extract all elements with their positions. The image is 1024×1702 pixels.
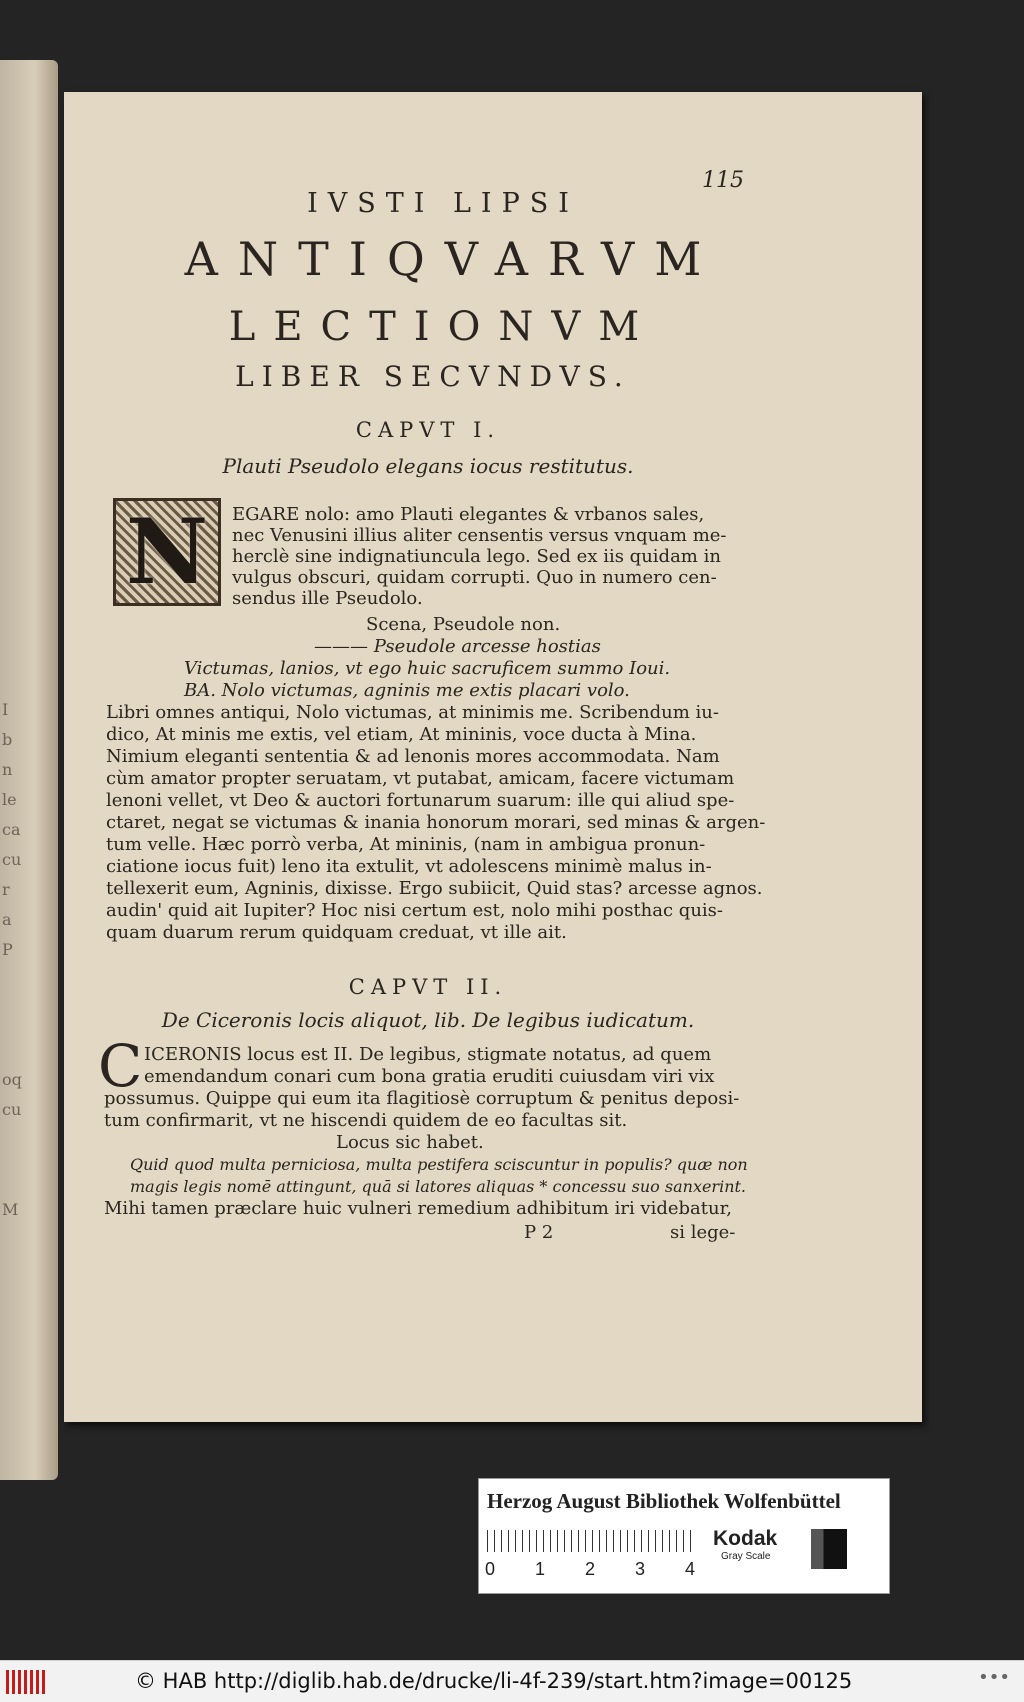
ruler-numbers bbox=[485, 1559, 695, 1580]
left-page-fragment: oq bbox=[2, 1070, 22, 1089]
decorated-initial-n bbox=[113, 498, 221, 606]
quote-line: Quid quod multa perniciosa, multa pestifera sciscuntur in populis? quæ non bbox=[130, 1155, 748, 1174]
caput-1-heading: CAPVT I. bbox=[355, 418, 501, 442]
left-page-fragment: b bbox=[2, 730, 13, 749]
ruler-number: 3 bbox=[634, 1559, 645, 1579]
more-icon[interactable]: ••• bbox=[978, 1667, 1010, 1688]
ruler-scale bbox=[487, 1530, 697, 1552]
caput-2-line: emendandum conari cum bona gratia eruditi cuiusdam viri vix bbox=[144, 1066, 715, 1087]
left-page-fragment: le bbox=[2, 790, 17, 809]
last-body-line: Mihi tamen præclare huic vulneri remedium adhibitum iri videbatur, bbox=[104, 1198, 732, 1219]
caput-1-body-line: dico, At minis me extis, vel etiam, At mininis, voce ducta à Mina. bbox=[106, 724, 697, 745]
kodak-brand: Kodak bbox=[713, 1527, 778, 1550]
verse-line: BA. Nolo victumas, agninis me extis placari volo. bbox=[184, 680, 630, 701]
left-page-fragment: P bbox=[2, 940, 13, 959]
caput-1-line: herclè sine indignatiuncula lego. Sed ex iis quidam in bbox=[232, 546, 721, 567]
ruler-number: 2 bbox=[584, 1559, 595, 1579]
left-page-edge bbox=[0, 60, 58, 1480]
hab-logo-icon bbox=[6, 1670, 46, 1694]
caput-2-line: possumus. Quippe qui eum ita flagitiosè corruptum & penitus deposi- bbox=[104, 1088, 740, 1109]
scena-line: Scena, Pseudole non. bbox=[366, 614, 561, 635]
caput-1-body-line: ciatione iocus fuit) leno ita extulit, vt adolescens minimè malus in- bbox=[106, 856, 712, 877]
left-page-fragment: a bbox=[2, 910, 12, 929]
title-line-2: LECTIONVM bbox=[228, 304, 658, 350]
author-heading: IVSTI LIPSI bbox=[307, 188, 579, 219]
library-name: Herzog August Bibliothek Wolfenbüttel bbox=[487, 1489, 841, 1513]
caput-1-line: sendus ille Pseudolo. bbox=[232, 588, 423, 609]
gray-scale-label: Gray Scale bbox=[721, 1551, 771, 1562]
left-page-fragment: r bbox=[2, 880, 10, 899]
caput-2-line: ICERONIS locus est II. De legibus, stigmate notatus, ad quem bbox=[144, 1044, 712, 1065]
caput-1-line: EGARE nolo: amo Plauti elegantes & vrbanos sales, bbox=[232, 504, 705, 525]
caput-1-body-line: tum velle. Hæc porrò verba, At mininis, (nam in ambigua pronun- bbox=[106, 834, 706, 855]
viewer-footer bbox=[0, 1660, 1024, 1702]
gray-swatch bbox=[811, 1529, 847, 1569]
caput-1-body-line: Nimium eleganti sententia & ad lenonis mores accommodata. Nam bbox=[106, 746, 720, 767]
caput-2-heading: CAPVT II. bbox=[348, 975, 508, 999]
initial-letter: N bbox=[125, 499, 209, 605]
caput-1-body-line: Libri omnes antiqui, Nolo victumas, at minimis me. Scribendum iu- bbox=[106, 702, 719, 723]
quote-line: magis legis nomē attingunt, quā si latores aliquas * concessu suo sanxerint. bbox=[130, 1177, 747, 1196]
locus-line: Locus sic habet. bbox=[336, 1132, 484, 1153]
caput-1-body-line: quam duarum rerum quidquam creduat, vt ille ait. bbox=[106, 922, 567, 943]
left-page-fragment: cu bbox=[2, 1100, 22, 1119]
initial-letter-c: C bbox=[98, 1032, 143, 1100]
caput-2-line: tum confirmarit, vt ne hiscendi quidem de eo facultas sit. bbox=[104, 1110, 628, 1131]
book-page bbox=[64, 92, 922, 1422]
ruler-number: 0 bbox=[485, 1559, 496, 1579]
caput-1-body-line: lenoni vellet, vt Deo & auctori fortunarum suarum: ille qui aliud spe- bbox=[106, 790, 735, 811]
caput-1-body-line: tellexerit eum, Agninis, dixisse. Ergo subiicit, Quid stas? arcesse agnos. bbox=[106, 878, 763, 899]
title-line-1: ANTIQVARVM bbox=[184, 232, 722, 286]
left-page-fragment: I bbox=[2, 700, 9, 719]
signature-mark: P 2 bbox=[524, 1222, 554, 1243]
caput-1-line: vulgus obscuri, quidam corrupti. Quo in numero cen- bbox=[232, 567, 717, 588]
left-page-fragment: n bbox=[2, 760, 13, 779]
caput-1-line: nec Venusini illius aliter censentis versus vnquam me- bbox=[232, 525, 727, 546]
title-line-3: LIBER SECVNDVS. bbox=[235, 360, 631, 393]
ruler-number: 4 bbox=[684, 1559, 695, 1579]
page-number: 115 bbox=[702, 168, 744, 193]
footer-url-text[interactable]: © HAB http://diglib.hab.de/drucke/li-4f-239/start.htm?image=00125 bbox=[135, 1669, 853, 1693]
caput-2-subtitle: De Ciceronis locis aliquot, lib. De legibus iudicatum. bbox=[161, 1008, 695, 1032]
caput-1-body-line: ctaret, negat se victumas & inania honorum morari, sed minas & argen- bbox=[106, 812, 766, 833]
caput-1-body-line: audin' quid ait Iupiter? Hoc nisi certum est, nolo mihi posthac quis- bbox=[106, 900, 723, 921]
catchword: si lege- bbox=[670, 1222, 736, 1243]
color-target bbox=[478, 1478, 890, 1594]
caput-1-body-line: cùm amator propter seruatam, vt putabat, amicam, facere victumam bbox=[106, 768, 735, 789]
left-page-fragment: M bbox=[2, 1200, 19, 1219]
caput-1-subtitle: Plauti Pseudolo elegans iocus restitutus. bbox=[222, 454, 634, 478]
left-page-fragment: ca bbox=[2, 820, 21, 839]
left-page-fragment: cu bbox=[2, 850, 22, 869]
verse-line: Victumas, lanios, vt ego huic sacruficem summo Ioui. bbox=[184, 658, 671, 679]
ruler-number: 1 bbox=[534, 1559, 545, 1579]
verse-line: ——— Pseudole arcesse hostias bbox=[314, 636, 601, 657]
